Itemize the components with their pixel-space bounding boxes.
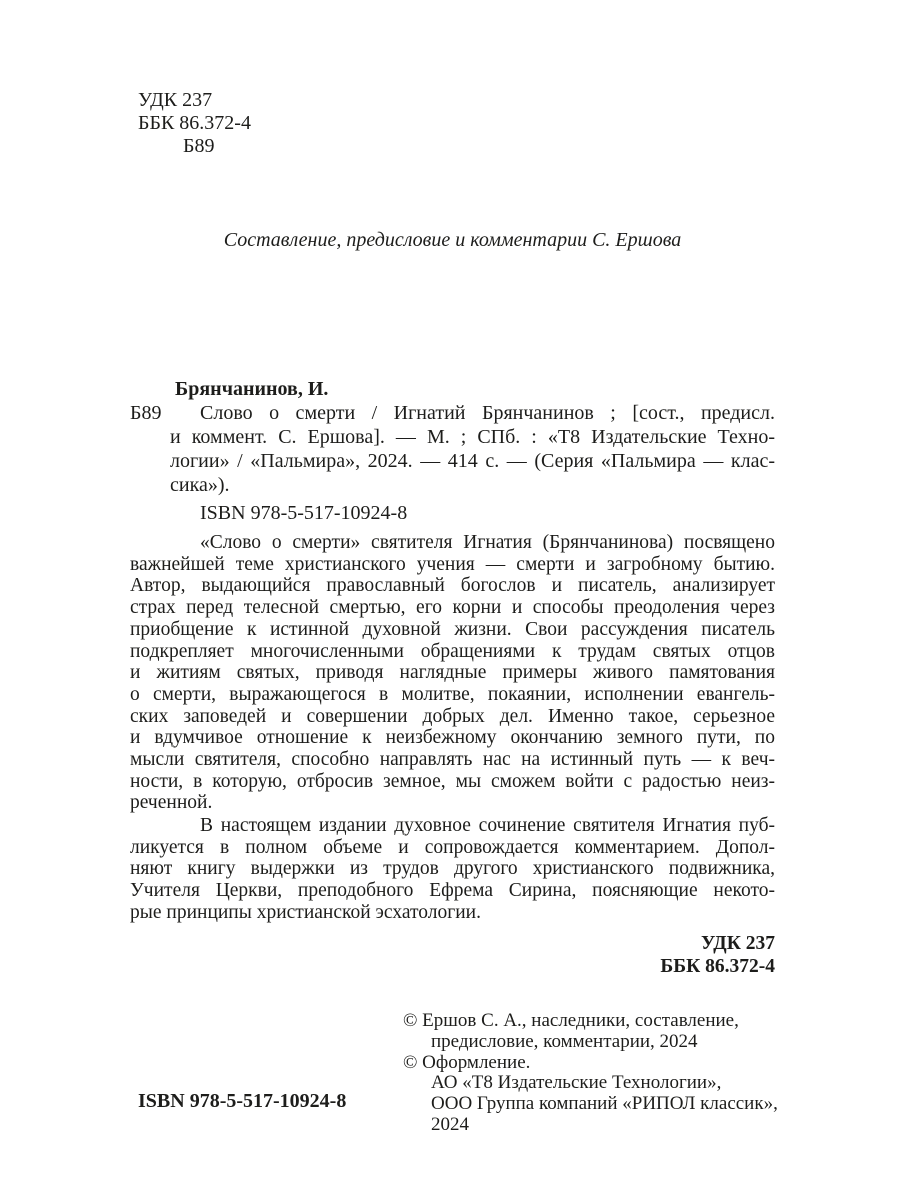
annotation-line: приобщение к истинной духовной жизни. Свои рассуждения писатель bbox=[130, 618, 775, 640]
entry-line: Слово о смерти / Игнатий Брянчанинов ; [сост., предисл. bbox=[200, 402, 775, 424]
copyright-line: АО «Т8 Издательские Технологии», bbox=[431, 1072, 722, 1094]
annotation-line: Автор, выдающийся православный богослов и писатель, анализирует bbox=[130, 575, 775, 597]
udk-code-right: УДК 237 bbox=[700, 933, 775, 954]
copyright-line: © Ершов С. А., наследники, составление, bbox=[403, 1010, 739, 1031]
annotation-line: мысли святителя, способно направлять нас на истинный путь — к веч- bbox=[130, 749, 775, 771]
annotation-line: о смерти, выражающегося в молитве, покаянии, исполнении евангель- bbox=[130, 683, 775, 705]
copyright-line: предисловие, комментарии, 2024 bbox=[431, 1030, 698, 1052]
entry-isbn: ISBN 978-5-517-10924-8 bbox=[200, 502, 408, 524]
annotation-line: реченной. bbox=[130, 792, 213, 814]
annotation-paragraph-1 bbox=[130, 532, 775, 814]
copyright-line: ООО Группа компаний «РИПОЛ классик», 2024 bbox=[431, 1093, 778, 1135]
annotation-line: и житиям святых, приводя наглядные примеры живого памятования bbox=[130, 662, 775, 684]
annotation-line: и вдумчивое отношение к неизбежному окончанию земного пути, по bbox=[130, 727, 775, 749]
annotation-line: ности, в которую, отбросив земное, мы сможем войти с радостью неиз- bbox=[130, 770, 775, 792]
index-codes-block bbox=[130, 933, 775, 978]
annotation-line: страх перед телесной смертью, его корни и способы преодоления через bbox=[130, 597, 775, 619]
annotation-line: «Слово о смерти» святителя Игнатия (Брянчанинова) посвящено bbox=[200, 532, 775, 553]
copyright-block bbox=[403, 1011, 803, 1136]
annotation-line: Учителя Церкви, преподобного Ефрема Сирина, поясняющие некото- bbox=[130, 880, 775, 902]
copyright-line: © Оформление. bbox=[403, 1051, 531, 1073]
bbk-code-right: ББК 86.372-4 bbox=[660, 955, 775, 977]
entry-author: Брянчанинов, И. bbox=[175, 378, 329, 400]
isbn-bottom: ISBN 978-5-517-10924-8 bbox=[138, 1090, 347, 1112]
entry-line: сика»). bbox=[170, 474, 230, 496]
annotation-line: подкрепляет многочисленными обращениями к трудам святых отцов bbox=[130, 640, 775, 662]
bbk-code: ББК 86.372-4 bbox=[138, 112, 251, 134]
entry-line: и коммент. С. Ершова]. — М. ; СПб. : «Т8 Издательские Техно- bbox=[170, 426, 775, 448]
udk-code: УДК 237 bbox=[138, 89, 213, 111]
bibliographic-entry bbox=[130, 401, 775, 497]
entry-line: логии» / «Пальмира», 2024. — 414 с. — (Серия «Пальмира — клас- bbox=[170, 450, 775, 472]
annotation-line: рые принципы христианской эсхатологии. bbox=[130, 901, 481, 923]
credit-line: Составление, предисловие и комментарии С. Ершова bbox=[223, 229, 682, 251]
annotation-line: няют книгу выдержки из трудов другого христианского подвижника, bbox=[130, 858, 775, 880]
annotation-line: важнейшей теме христианского учения — смерти и загробному бытию. bbox=[130, 553, 775, 575]
classification-block bbox=[138, 89, 251, 158]
annotation-line: ских заповедей и совершении добрых дел. Именно такое, серьезное bbox=[130, 705, 775, 727]
annotation-line: ликуется в полном объеме и сопровождается комментарием. Допол- bbox=[130, 836, 775, 858]
annotation-paragraph-2 bbox=[130, 815, 775, 924]
entry-author-sign-code: Б89 bbox=[130, 402, 162, 424]
annotation-line: В настоящем издании духовное сочинение святителя Игнатия пуб- bbox=[200, 815, 775, 836]
author-sign-code: Б89 bbox=[183, 135, 215, 157]
